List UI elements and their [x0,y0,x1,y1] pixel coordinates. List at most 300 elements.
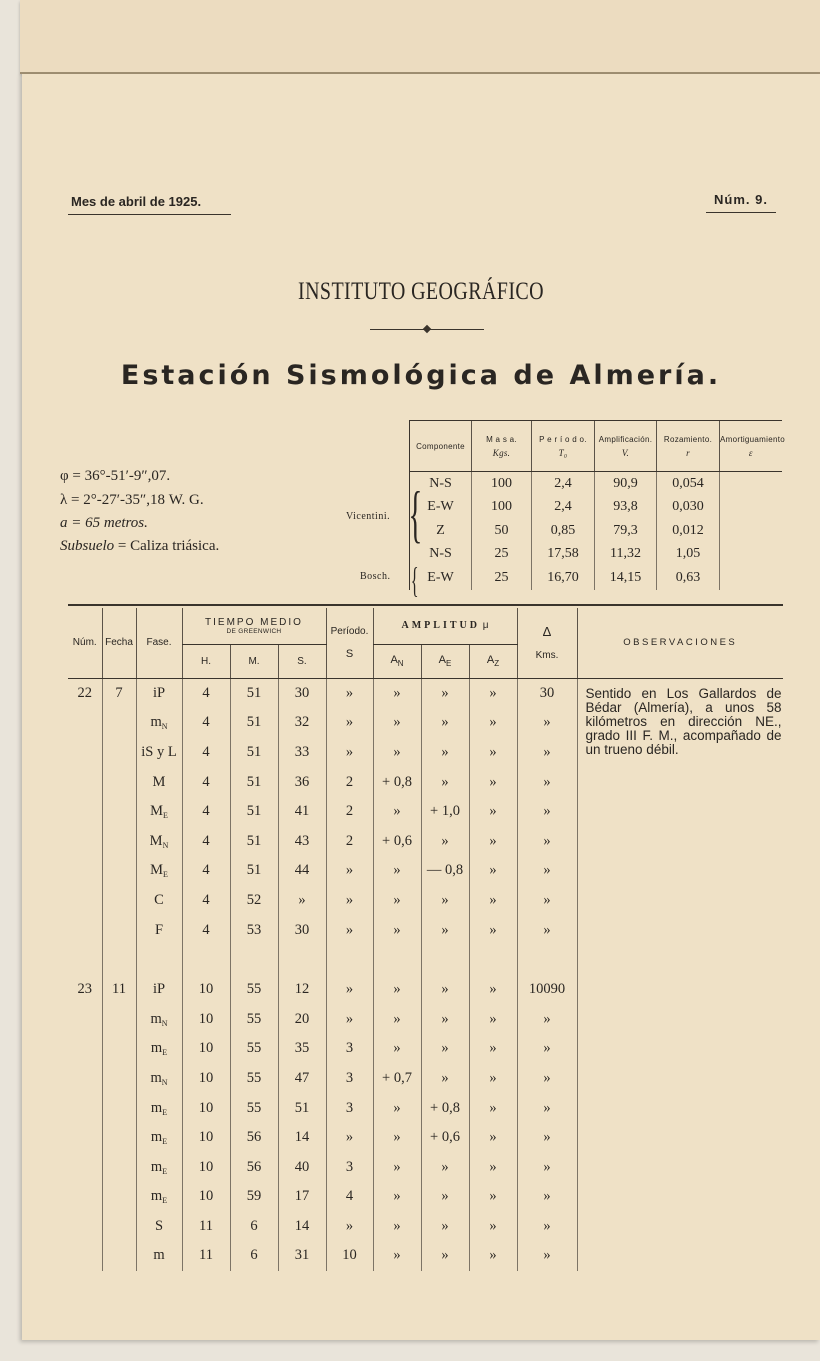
month-header: Mes de abril de 1925. [68,194,231,215]
group-vicentini: Vicentini. [346,511,391,522]
header-component: Componente [410,421,472,472]
header-num: Núm. [68,608,102,678]
instrument-component-cell: E-W [410,496,472,520]
instrument-friction-cell: 1,05 [657,543,720,567]
fase-cell [136,886,182,916]
num-cell: 23 [77,981,92,998]
per-cell: » [326,738,373,768]
phase-label: S [154,1217,164,1234]
instrument-mass-cell: 100 [472,472,532,496]
num-cell [68,1123,102,1153]
s-cell: 51 [278,1093,326,1123]
fase-cell [136,915,182,945]
m-cell: 51 [230,856,278,886]
s-cell: 12 [278,975,326,1005]
phase-label: iS y L [141,743,177,760]
m-cell: 51 [230,738,278,768]
instrument-row [410,519,782,543]
s-cell: 33 [278,738,326,768]
an-cell: » [373,1123,421,1153]
delta-cell: 10090 [517,975,577,1005]
header-az: $A_Z$ [469,644,517,678]
s-cell: 40 [278,1152,326,1182]
az-cell: » [469,1004,517,1034]
az-cell: » [469,856,517,886]
fase-cell [136,945,182,975]
per-cell: » [326,678,373,708]
per-cell: 2 [326,826,373,856]
instrument-amplification-cell: 90,9 [595,472,657,496]
ae-cell: » [421,678,469,708]
h-cell [182,945,230,975]
az-cell: » [469,797,517,827]
h-cell: 10 [182,1182,230,1212]
m-cell: 56 [230,1152,278,1182]
num-cell [68,767,102,797]
num-cell [68,915,102,945]
az-cell: » [469,915,517,945]
station-title: Estación Sismológica de Almería. [120,360,722,391]
instrument-friction-cell: 0,012 [657,519,720,543]
h-cell: 4 [182,797,230,827]
delta-cell: » [517,1004,577,1034]
header-period: P e r í o d o. T₀ [532,421,595,472]
header-amplification: Amplificación. V. [595,421,657,472]
h-cell: 4 [182,767,230,797]
header-observaciones: OBSERVACIONES [577,608,783,678]
an-cell: » [373,708,421,738]
ae-cell [421,945,469,975]
num-cell [68,1093,102,1123]
instrument-table [409,420,785,590]
delta-cell: » [517,738,577,768]
ae-cell: » [421,1212,469,1242]
ae-cell: » [421,708,469,738]
s-cell: 47 [278,1064,326,1094]
delta-cell: » [517,1182,577,1212]
s-cell: 31 [278,1241,326,1271]
num-cell [68,1064,102,1094]
instrument-damping-cell [720,566,782,590]
delta-cell: » [517,797,577,827]
m-cell: 55 [230,975,278,1005]
az-cell: » [469,975,517,1005]
m-cell: 51 [230,708,278,738]
an-cell: » [373,856,421,886]
an-cell: » [373,797,421,827]
m-cell: 51 [230,678,278,708]
num-cell: 22 [77,684,92,701]
fase-cell [136,678,182,708]
s-cell: 44 [278,856,326,886]
instrument-damping-cell [720,472,782,496]
an-cell: + 0,6 [373,826,421,856]
per-cell: » [326,1212,373,1242]
header-periodo: Período. S [326,608,373,678]
s-cell: 30 [278,678,326,708]
s-cell: 36 [278,767,326,797]
fase-cell [136,767,182,797]
header-amplitud: AMPLITUD μ [373,608,517,644]
instrument-component-cell: E-W [410,566,472,590]
s-cell: 14 [278,1123,326,1153]
fase-cell [136,1212,182,1242]
instrument-component-cell: N-S [410,543,472,567]
instrument-period-cell: 2,4 [532,496,595,520]
num-cell [68,797,102,827]
phase-subscript: N [162,840,169,850]
s-cell: 20 [278,1004,326,1034]
instrument-period-cell: 0,85 [532,519,595,543]
instrument-period-cell: 16,70 [532,566,595,590]
ae-cell: » [421,1004,469,1034]
phase-subscript: N [161,1077,168,1087]
fecha-cell [102,1004,136,1034]
fase-cell [136,826,182,856]
s-cell [278,945,326,975]
fase-cell [136,1152,182,1182]
an-cell: + 0,8 [373,767,421,797]
delta-cell: » [517,1034,577,1064]
phase-subscript: E [163,811,168,821]
brace-vicentini: { [408,478,423,549]
per-cell [326,945,373,975]
h-cell: 10 [182,1093,230,1123]
ae-cell: » [421,886,469,916]
altitude: a = 65 metros. [60,515,148,531]
ae-cell: » [421,738,469,768]
delta-cell: » [517,1241,577,1271]
num-cell [68,945,102,975]
s-cell: 41 [278,797,326,827]
fecha-cell [102,886,136,916]
per-cell: » [326,886,373,916]
phase-subscript: E [162,1048,168,1058]
instrument-mass-cell: 50 [472,519,532,543]
instrument-component-cell: Z [410,519,472,543]
per-cell: » [326,915,373,945]
brace-bosch: { [410,560,419,600]
delta-cell: » [517,708,577,738]
delta-cell: » [517,886,577,916]
phase-subscript: N [161,722,168,732]
an-cell: + 0,7 [373,1064,421,1094]
per-cell: 3 [326,1152,373,1182]
fecha-cell: 11 [102,975,136,1005]
az-cell: » [469,1152,517,1182]
h-cell: 11 [182,1212,230,1242]
num-cell [68,1004,102,1034]
h-cell: 4 [182,738,230,768]
num-cell [68,1152,102,1182]
an-cell: » [373,1034,421,1064]
instrument-mass-cell: 100 [472,496,532,520]
s-cell: 30 [278,915,326,945]
instrument-friction-cell: 0,63 [657,566,720,590]
header-tiempo: TIEMPO MEDIO DE GREENWICH [182,608,326,644]
phase-subscript: E [162,1196,168,1206]
num-cell [68,826,102,856]
phase-subscript: E [162,1166,168,1176]
h-cell: 4 [182,886,230,916]
an-cell: » [373,1241,421,1271]
delta-cell: » [517,1064,577,1094]
instrument-mass-cell: 25 [472,543,532,567]
fecha-cell [102,1093,136,1123]
instrument-amplification-cell: 93,8 [595,496,657,520]
phase-label: C [154,891,164,908]
an-cell: » [373,915,421,945]
per-cell: » [326,856,373,886]
header-m: M. [230,644,278,678]
m-cell: 6 [230,1241,278,1271]
ae-cell: » [421,1241,469,1271]
fase-cell [136,738,182,768]
m-cell: 56 [230,1123,278,1153]
delta-cell: 30 [517,678,577,708]
phase-subscript: E [162,1107,168,1117]
h-cell: 4 [182,856,230,886]
previous-page-edge [20,0,820,74]
fase-cell [136,975,182,1005]
az-cell: » [469,767,517,797]
an-cell: » [373,738,421,768]
s-cell: » [278,886,326,916]
h-cell: 10 [182,1004,230,1034]
instrument-period-cell: 17,58 [532,543,595,567]
table-top-rule [68,604,783,606]
fase-cell [136,856,182,886]
header-delta: Δ Kms. [517,608,577,678]
ae-cell: » [421,767,469,797]
delta-cell: » [517,856,577,886]
phase-label: M [149,832,163,849]
h-cell: 11 [182,1241,230,1271]
m-cell: 52 [230,886,278,916]
fecha-cell [102,1212,136,1242]
fecha-cell [102,1241,136,1271]
instrument-amplification-cell: 14,15 [595,566,657,590]
az-cell: » [469,738,517,768]
ae-cell: » [421,1182,469,1212]
header-mass: M a s a. Kgs. [472,421,532,472]
phase-label: iP [152,981,166,998]
phase-label: m [150,1099,163,1116]
m-cell: 55 [230,1064,278,1094]
m-cell: 51 [230,826,278,856]
ae-cell: + 0,6 [421,1123,469,1153]
per-cell: » [326,708,373,738]
phase-subscript: E [162,1137,168,1147]
phase-label: m [153,1247,165,1264]
h-cell: 4 [182,915,230,945]
az-cell: » [469,1182,517,1212]
fase-cell [136,1064,182,1094]
per-cell: 2 [326,767,373,797]
fecha-cell [102,915,136,945]
per-cell: 10 [326,1241,373,1271]
delta-cell: » [517,1093,577,1123]
phase-subscript: E [163,870,168,880]
az-cell: » [469,1093,517,1123]
ae-cell: » [421,1064,469,1094]
an-cell: » [373,1004,421,1034]
s-cell: 32 [278,708,326,738]
fase-cell [136,1093,182,1123]
instrument-damping-cell [720,519,782,543]
per-cell: » [326,1123,373,1153]
m-cell [230,945,278,975]
ae-cell: + 0,8 [421,1093,469,1123]
m-cell: 55 [230,1004,278,1034]
num-cell [68,738,102,768]
phase-label: m [150,1158,163,1175]
h-cell: 10 [182,1152,230,1182]
per-cell: » [326,1004,373,1034]
fecha-cell [102,1064,136,1094]
ae-cell: + 1,0 [421,797,469,827]
observation-cell [577,678,783,1271]
s-cell: 14 [278,1212,326,1242]
per-cell: 3 [326,1093,373,1123]
header-an: $A_N$ [373,644,421,678]
header-fecha: Fecha [102,608,136,678]
instrument-period-cell: 2,4 [532,472,595,496]
fecha-cell [102,738,136,768]
observation-text: Sentido en Los Gallardos de Bédar (Almería), a unos 58 kilómetros en dirección NE., grado III F. M., acompañado de un trueno débil. [585,685,782,757]
phase-label: m [150,1129,163,1146]
instrument-damping-cell [720,496,782,520]
ae-cell: » [421,1034,469,1064]
s-cell: 17 [278,1182,326,1212]
fecha-cell [102,945,136,975]
an-cell: » [373,975,421,1005]
phase-label: m [150,1040,163,1057]
m-cell: 53 [230,915,278,945]
num-cell [68,1034,102,1064]
num-cell [68,1212,102,1242]
fase-cell [136,1182,182,1212]
phase-label: iP [152,684,166,701]
delta-cell: » [517,767,577,797]
an-cell: » [373,1212,421,1242]
header-s: S. [278,644,326,678]
fase-cell [136,1241,182,1271]
an-cell: » [373,1182,421,1212]
instrument-mass-cell: 25 [472,566,532,590]
delta-cell: » [517,826,577,856]
fecha-cell [102,708,136,738]
az-cell: » [469,708,517,738]
ae-cell: » [421,1152,469,1182]
header-h: H. [182,644,230,678]
fecha-cell [102,856,136,886]
ae-cell: — 0,8 [421,856,469,886]
instrument-row [410,543,782,567]
fase-cell [136,1034,182,1064]
az-cell: » [469,826,517,856]
phase-subscript: N [161,1018,168,1028]
an-cell: » [373,678,421,708]
header-friction: Rozamiento. r [657,421,720,472]
az-cell: » [469,1034,517,1064]
fecha-cell [102,797,136,827]
delta-cell: » [517,1212,577,1242]
s-cell: 35 [278,1034,326,1064]
delta-cell [517,945,577,975]
an-cell [373,945,421,975]
az-cell: » [469,1064,517,1094]
phase-label: m [150,1188,163,1205]
table-row [68,678,783,708]
m-cell: 55 [230,1093,278,1123]
az-cell: » [469,678,517,708]
longitude: λ = 2°-27′-35″,18 W. G. [60,492,204,508]
m-cell: 51 [230,767,278,797]
instrument-amplification-cell: 11,32 [595,543,657,567]
h-cell: 10 [182,1034,230,1064]
fecha-cell [102,1182,136,1212]
phase-label: F [154,921,164,938]
phase-label: m [150,1010,162,1027]
fase-cell [136,708,182,738]
h-cell: 10 [182,1123,230,1153]
phase-label: m [150,714,162,731]
subsoil-label: Subsuelo [60,538,115,554]
az-cell: » [469,1123,517,1153]
institute-title: INSTITUTO GEOGRÁFICO [298,278,544,305]
h-cell: 10 [182,1064,230,1094]
fecha-cell [102,1123,136,1153]
h-cell: 4 [182,826,230,856]
fecha-cell [102,1152,136,1182]
az-cell: » [469,886,517,916]
instrument-damping-cell [720,543,782,567]
phase-label: M [152,773,166,790]
ae-cell: » [421,915,469,945]
phase-label: M [150,862,163,879]
instrument-row [410,496,782,520]
num-cell [68,886,102,916]
m-cell: 6 [230,1212,278,1242]
phase-label: m [150,1069,162,1086]
delta-cell: » [517,915,577,945]
fecha-cell [102,826,136,856]
fecha-cell [102,1034,136,1064]
per-cell: 4 [326,1182,373,1212]
an-cell: » [373,1152,421,1182]
subsoil [60,538,219,555]
issue-number: Núm. 9. [706,192,776,213]
phase-label: M [150,803,163,820]
per-cell: 3 [326,1034,373,1064]
instrument-friction-cell: 0,054 [657,472,720,496]
group-bosch: Bosch. [360,571,391,582]
num-cell [68,1182,102,1212]
delta-cell: » [517,1152,577,1182]
num-cell [68,708,102,738]
an-cell: » [373,1093,421,1123]
fase-cell [136,1004,182,1034]
delta-cell: » [517,1123,577,1153]
ae-cell: » [421,826,469,856]
instrument-row [410,472,782,496]
instrument-row [410,566,782,590]
h-cell: 10 [182,975,230,1005]
fase-cell [136,797,182,827]
instrument-friction-cell: 0,030 [657,496,720,520]
header-ae: $A_E$ [421,644,469,678]
